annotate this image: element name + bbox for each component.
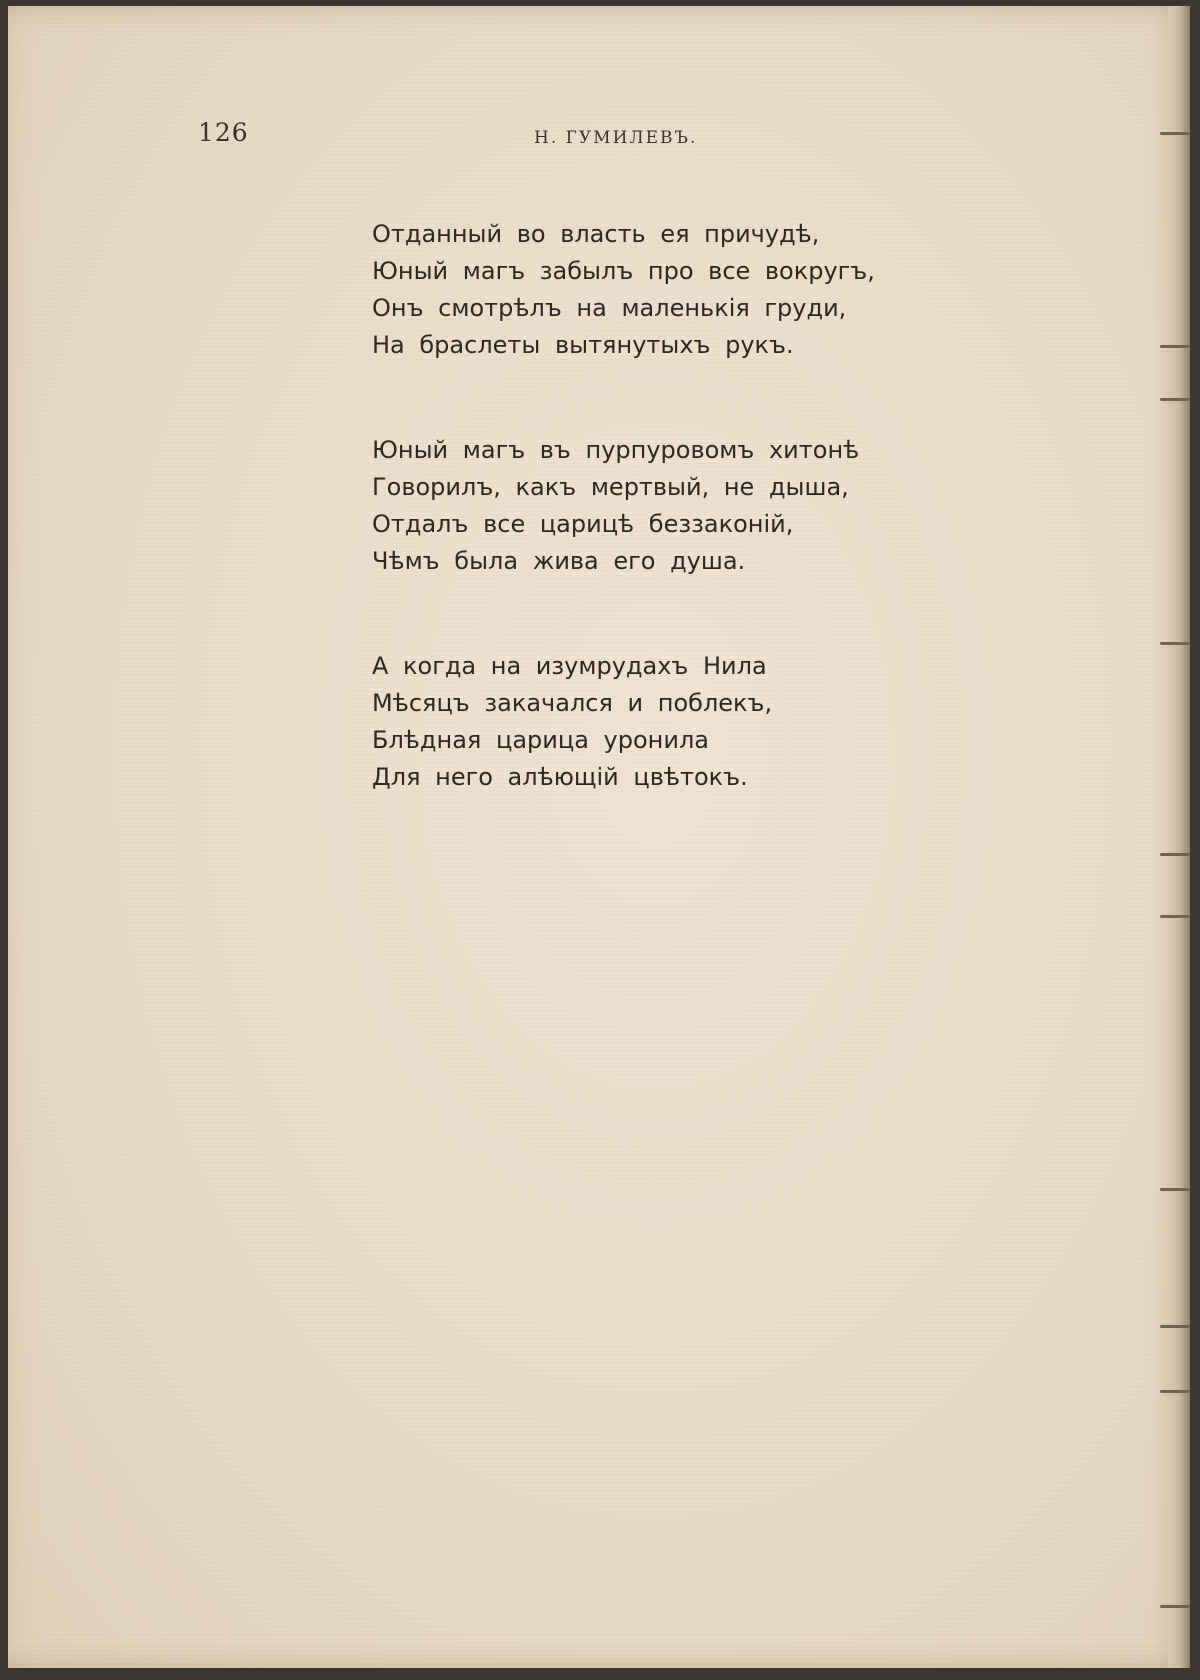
stanza xyxy=(372,648,875,796)
page-edge-shadow xyxy=(1168,6,1190,1668)
binding-stitch xyxy=(1160,1605,1190,1608)
binding-stitch xyxy=(1160,1188,1190,1191)
running-head-author: Н. ГУМИЛЕВЪ. xyxy=(534,128,698,148)
binding-stitch xyxy=(1160,132,1190,135)
page-number: 126 xyxy=(198,118,249,147)
binding-stitch xyxy=(1160,345,1190,348)
poem-line: Блѣдная царица уронила xyxy=(372,726,709,754)
poem-line: Юный магъ въ пурпуровомъ хитонѣ xyxy=(372,436,860,464)
poem-line: А когда на изумрудахъ Нила xyxy=(372,652,767,680)
poem-line: Юный магъ забылъ про все вокругъ, xyxy=(372,257,875,285)
stanza xyxy=(372,432,875,580)
book-page xyxy=(8,6,1186,1668)
poem-line: Онъ смотрѣлъ на маленькія груди, xyxy=(372,294,847,322)
poem-line: Для него алѣющій цвѣтокъ. xyxy=(372,763,748,791)
binding-stitch xyxy=(1160,1390,1190,1393)
poem-body xyxy=(372,216,875,864)
binding-stitch xyxy=(1160,398,1190,401)
binding-stitch xyxy=(1160,915,1190,918)
poem-line: Отдалъ все царицѣ беззаконій, xyxy=(372,510,794,538)
poem-line: Говорилъ, какъ мертвый, не дыша, xyxy=(372,473,849,501)
binding-stitch xyxy=(1160,853,1190,856)
poem-line: Мѣсяцъ закачался и поблекъ, xyxy=(372,689,773,717)
stanza xyxy=(372,216,875,364)
binding-stitch xyxy=(1160,642,1190,645)
binding-stitch xyxy=(1160,1325,1190,1328)
poem-line: На браслеты вытянутыхъ рукъ. xyxy=(372,331,794,359)
poem-line: Отданный во власть ея причудѣ, xyxy=(372,220,820,248)
poem-line: Чѣмъ была жива его душа. xyxy=(372,547,746,575)
